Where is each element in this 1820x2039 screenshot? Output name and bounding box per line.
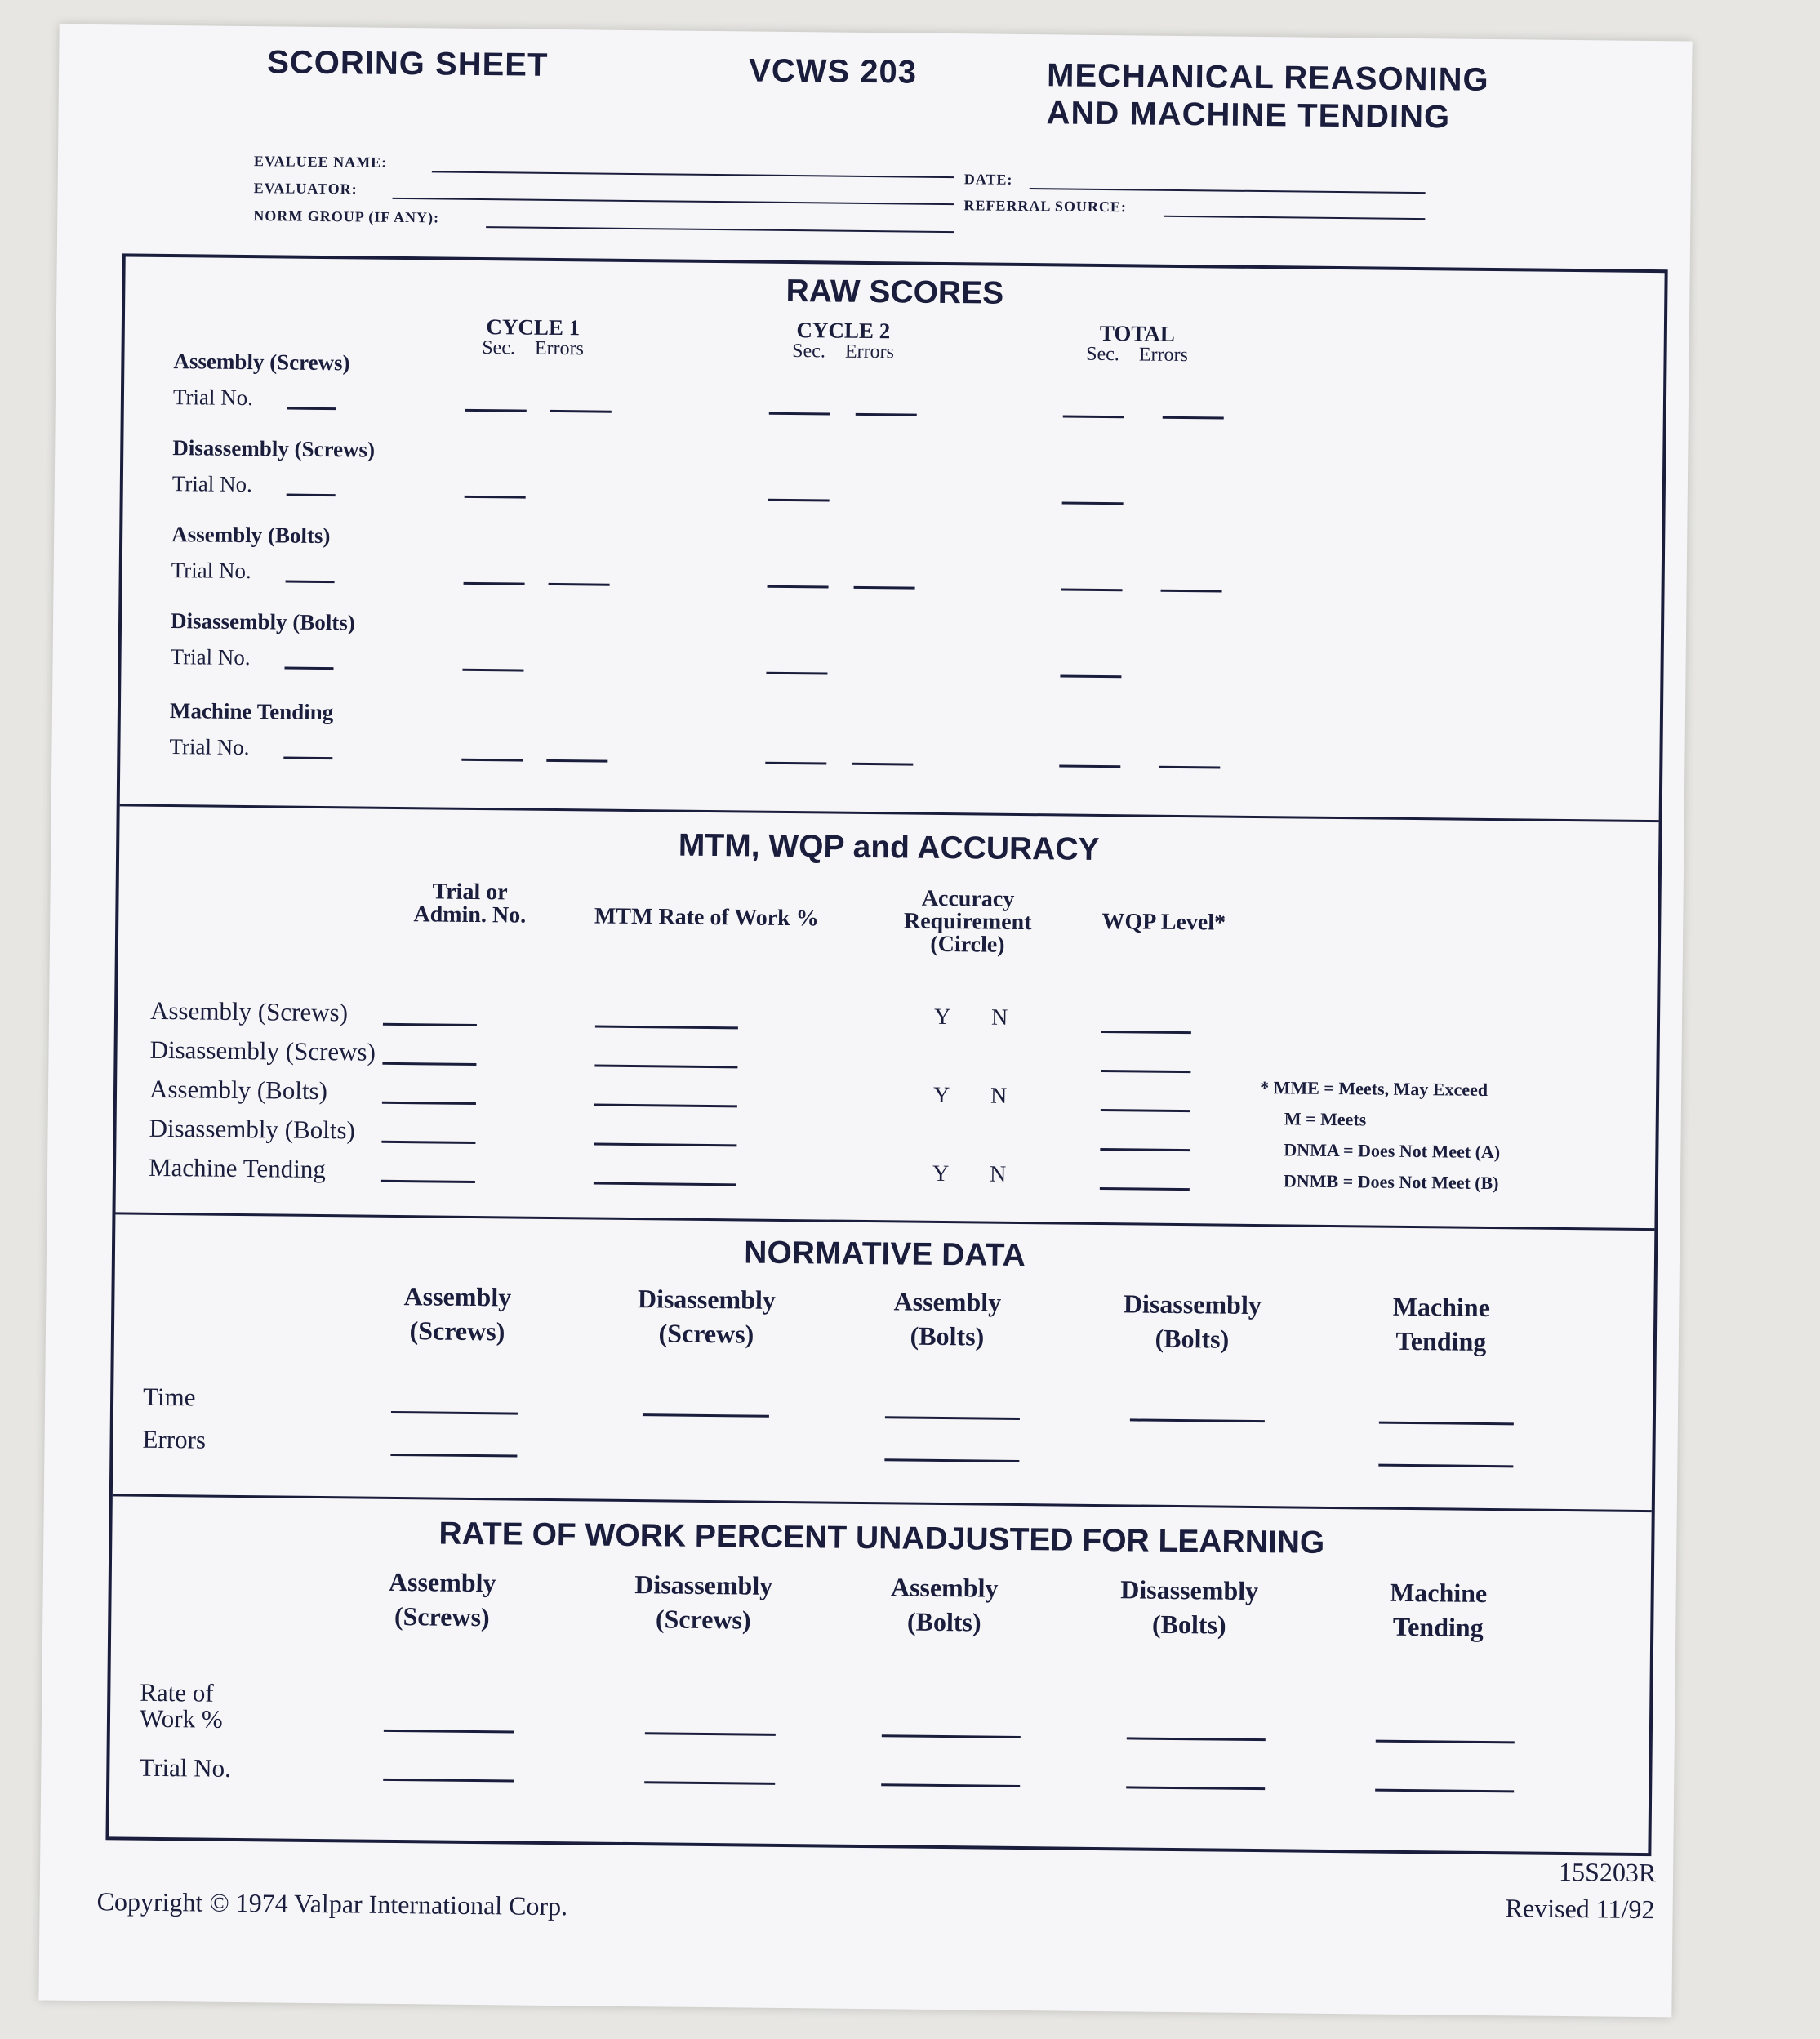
raw-input-line[interactable] [550,410,612,413]
raw-input-line[interactable] [1161,590,1222,593]
mtm-wqp-line[interactable] [1100,1187,1190,1191]
norm-time-line[interactable] [643,1413,769,1418]
norm-group-line[interactable] [486,226,954,233]
cycle2-head [761,319,925,363]
raw-input-line[interactable] [1062,501,1124,505]
rate-trial-line[interactable] [881,1783,1020,1787]
cycle1-label: CYCLE 1 [486,314,581,341]
norm-col-assembly-screws [335,1278,581,1349]
date-line[interactable] [1030,188,1426,194]
raw-trial-label: Trial No. [171,558,251,584]
accuracy-no[interactable]: N [990,1083,1008,1109]
rate-col-disassembly-screws [581,1566,826,1637]
cycle1-errors-label: Errors [534,337,585,360]
rate-value-line[interactable] [1376,1740,1515,1744]
form-number: 15S203R [1558,1856,1657,1888]
section-divider [113,1494,1652,1512]
raw-trial-label: Trial No. [170,644,251,670]
mtm-col-trial [388,880,552,928]
rate-col-line2: (Screws) [394,1600,490,1632]
subject-title-line2: AND MACHINE TENDING [1046,95,1451,136]
norm-col-line1: Disassembly [637,1284,777,1315]
evaluator-line[interactable] [393,198,954,205]
rate-col-line2: (Bolts) [906,1606,981,1637]
rate-title: RATE OF WORK PERCENT UNADJUSTED FOR LEARNING [438,1516,1325,1560]
referral-source-label: REFERRAL SOURCE: [963,197,1128,216]
accuracy-yes[interactable]: Y [932,1160,950,1187]
mtm-col-accuracy [870,887,1066,958]
raw-input-line[interactable] [854,586,915,590]
cycle2-label: CYCLE 2 [796,318,891,344]
raw-input-line[interactable] [465,409,527,412]
date-label: DATE: [963,171,1013,188]
raw-input-line[interactable] [856,413,917,416]
mtm-wqp-line[interactable] [1100,1148,1190,1151]
mtm-title: MTM, WQP and ACCURACY [678,827,1100,867]
raw-trial-label: Trial No. [171,471,253,497]
mtm-col-rate: MTM Rate of Work % [594,903,819,932]
rate-of-work-line2: Work % [139,1703,223,1734]
rate-of-work-label [139,1677,223,1734]
rate-col-line1: Disassembly [634,1569,773,1600]
raw-input-line[interactable] [852,763,913,766]
mtm-rate-line[interactable] [594,1143,736,1147]
raw-trial-line[interactable] [283,757,332,760]
mtm-trial-line[interactable] [381,1141,475,1144]
referral-source-line[interactable] [1164,216,1425,220]
raw-row-machine-tending: Machine Tending [169,698,334,725]
mtm-rate-line[interactable] [595,1026,738,1030]
raw-row-disassembly-screws: Disassembly (Screws) [172,435,376,462]
raw-trial-line[interactable] [287,494,336,497]
norm-col-line2: Tending [1395,1325,1487,1356]
rate-col-line1: Disassembly [1120,1574,1259,1606]
raw-input-line[interactable] [1059,764,1120,768]
raw-row-disassembly-bolts: Disassembly (Bolts) [170,608,355,635]
rate-value-line[interactable] [645,1732,776,1736]
norm-errors-label: Errors [142,1424,207,1454]
rate-trial-line[interactable] [1375,1789,1514,1793]
raw-row-assembly-screws: Assembly (Screws) [173,349,350,376]
form-code-title: VCWS 203 [748,52,918,91]
rate-value-line[interactable] [882,1734,1021,1738]
raw-input-line[interactable] [766,672,827,675]
rate-col-assembly-screws [319,1564,565,1635]
norm-errors-line[interactable] [390,1454,517,1458]
cycle2-errors-label: Errors [844,341,895,363]
wqp-legend-dnmb: DNMB = Does Not Meet (B) [1283,1170,1499,1194]
mtm-row-disassembly-screws: Disassembly (Screws) [149,1035,376,1066]
normative-title: NORMATIVE DATA [744,1235,1026,1274]
norm-time-line[interactable] [1130,1418,1265,1422]
mtm-trial-line[interactable] [382,1102,476,1105]
rate-value-line[interactable] [384,1730,514,1734]
mtm-row-assembly-screws: Assembly (Screws) [149,995,349,1027]
raw-input-line[interactable] [549,583,610,586]
raw-input-line[interactable] [1159,766,1220,769]
rate-trial-line[interactable] [383,1779,514,1783]
accuracy-no[interactable]: N [990,1004,1008,1031]
mtm-wqp-line[interactable] [1101,1031,1191,1034]
evaluee-name-line[interactable] [432,171,954,178]
mtm-col-trial-line2: Admin. No. [413,902,527,928]
subject-title-line1: MECHANICAL REASONING [1046,57,1489,98]
raw-input-line[interactable] [768,499,830,502]
rate-col-machine-tending [1315,1574,1561,1645]
raw-input-line[interactable] [461,759,523,762]
cycle1-sec-label: Sec. [482,337,516,359]
raw-input-line[interactable] [465,496,526,499]
norm-time-line[interactable] [391,1411,518,1415]
norm-col-line2: (Screws) [409,1316,505,1347]
mtm-wqp-line[interactable] [1101,1109,1190,1112]
norm-time-line[interactable] [885,1416,1020,1420]
rate-col-line2: (Screws) [655,1604,751,1635]
total-errors-label: Errors [1138,344,1189,367]
norm-col-line1: Assembly [403,1281,512,1312]
rate-trial-line[interactable] [1126,1786,1265,1790]
section-divider [120,804,1659,822]
total-sec-label: Sec. [1086,343,1120,366]
wqp-legend-mme: * MME = Meets, May Exceed [1260,1077,1488,1100]
evaluee-name-label: EVALUEE NAME: [253,153,388,171]
total-head [1055,322,1219,366]
cycle1-head [451,316,615,360]
norm-time-label: Time [142,1382,196,1412]
raw-trial-label: Trial No. [169,734,250,760]
rate-col-line1: Assembly [388,1566,496,1598]
mtm-row-machine-tending: Machine Tending [148,1152,327,1184]
norm-group-label: NORM GROUP (IF ANY): [253,207,440,226]
mtm-wqp-line[interactable] [1101,1070,1190,1073]
cycle2-sec-label: Sec. [792,341,826,363]
raw-input-line[interactable] [1060,674,1121,678]
norm-col-disassembly-bolts [1070,1286,1315,1357]
norm-col-line2: (Screws) [658,1318,754,1349]
mtm-col-acc-line3: (Circle) [930,931,1005,958]
mtm-col-acc-line2: Requirement [903,908,1032,936]
wqp-legend-dnma: DNMA = Does Not Meet (A) [1284,1139,1501,1163]
rate-col-assembly-bolts [821,1569,1067,1640]
norm-errors-line[interactable] [884,1458,1019,1462]
raw-input-line[interactable] [765,762,826,765]
mtm-trial-line[interactable] [382,1062,476,1066]
total-label: TOTAL [1099,320,1176,346]
raw-scores-title: RAW SCORES [785,273,1004,311]
raw-input-line[interactable] [1063,415,1124,418]
raw-input-line[interactable] [1061,588,1123,591]
norm-col-line2: (Bolts) [1155,1323,1230,1354]
raw-input-line[interactable] [464,582,525,585]
copyright-text: Copyright © 1974 Valpar International Corp. [96,1886,568,1921]
revised-date: Revised 11/92 [1505,1893,1655,1925]
raw-trial-label: Trial No. [172,385,254,411]
norm-col-line2: (Bolts) [910,1320,985,1351]
scoring-sheet-page [38,24,1692,2018]
evaluator-label: EVALUATOR: [253,180,358,198]
mtm-rate-line[interactable] [594,1182,736,1186]
rate-trial-line[interactable] [644,1781,775,1785]
mtm-trial-line[interactable] [381,1180,475,1183]
norm-col-disassembly-screws [584,1280,830,1351]
norm-col-line1: Assembly [893,1286,1002,1317]
sheet-title: SCORING SHEET [267,44,549,83]
norm-errors-line[interactable] [1378,1464,1513,1468]
norm-col-line1: Disassembly [1123,1289,1262,1320]
rate-col-line2: Tending [1392,1611,1484,1642]
accuracy-yes[interactable]: Y [933,1004,951,1031]
rate-col-line2: (Bolts) [1151,1609,1226,1640]
raw-input-line[interactable] [769,412,830,416]
raw-input-line[interactable] [546,759,607,763]
rate-value-line[interactable] [1127,1737,1266,1741]
mtm-col-wqp: WQP Level* [1101,909,1226,936]
rate-col-line1: Assembly [890,1572,999,1603]
mtm-trial-line[interactable] [383,1023,477,1026]
norm-col-assembly-bolts [825,1284,1070,1355]
section-divider [115,1212,1654,1231]
accuracy-yes[interactable]: Y [932,1082,950,1109]
mtm-col-acc-line1: Accuracy [921,885,1015,912]
norm-col-machine-tending [1319,1289,1564,1360]
mtm-rate-line[interactable] [594,1104,737,1108]
wqp-legend-m: M = Meets [1284,1108,1367,1130]
raw-trial-line[interactable] [284,667,333,670]
mtm-rate-line[interactable] [594,1065,737,1069]
raw-row-assembly-bolts: Assembly (Bolts) [171,522,331,549]
norm-time-line[interactable] [1379,1422,1514,1426]
accuracy-no[interactable]: N [989,1161,1007,1187]
mtm-row-assembly-bolts: Assembly (Bolts) [149,1074,328,1106]
raw-input-line[interactable] [462,669,523,672]
score-frame [105,253,1667,1856]
rate-of-work-line1: Rate of [140,1677,214,1707]
mtm-row-disassembly-bolts: Disassembly (Bolts) [149,1113,356,1145]
raw-input-line[interactable] [768,585,829,589]
rate-col-line1: Machine [1389,1577,1488,1609]
rate-trial-label: Trial No. [139,1752,232,1783]
rate-col-disassembly-bolts [1066,1572,1312,1643]
raw-trial-line[interactable] [286,581,335,584]
mtm-col-trial-line1: Trial or [432,879,508,906]
raw-trial-line[interactable] [287,407,336,411]
norm-col-line1: Machine [1392,1291,1491,1323]
raw-input-line[interactable] [1163,416,1224,420]
